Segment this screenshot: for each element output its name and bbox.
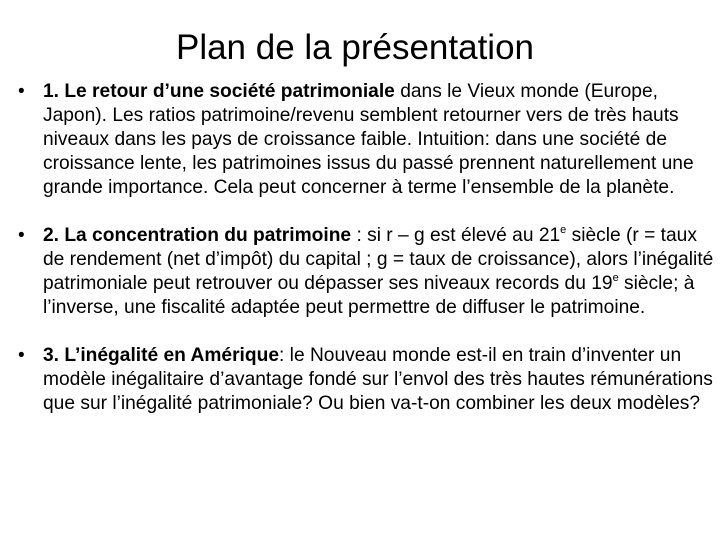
bullet-dot-icon: • (18, 225, 25, 246)
superscript: e (560, 223, 567, 236)
bullet-item-3 (18, 344, 714, 416)
bullet-text: dans le Vieux monde (Europe, Japon). Les ratios patrimoine/revenu semblent retourner vers de très hauts niveaux dans les pays de croissance faible. Intuition: dans une société de croissance lente, les patrimoines issus du passé prennent naturellement une grande importance. Cela peut concerner à terme l’ensemble de la planète. (43, 81, 694, 198)
bullet-heading: 1. Le retour d’une société patrimoniale (43, 81, 395, 102)
bullet-text: siècle (r = taux de rendement (net d’impôt) du capital ; g = taux de croissance), alors l’inégalité patrimoniale peut retrouver ou dépasser ses niveaux records du 19 (43, 225, 714, 294)
bullet-heading: 3. L’inégalité en Amérique (43, 345, 280, 366)
bullet-text: siècle; à l’inverse, une fiscalité adaptée peut permettre de diffuser le patrimoine. (43, 273, 695, 318)
bullet-dot-icon: • (18, 345, 25, 366)
bullet-list (18, 80, 714, 416)
bullet-heading: 2. La concentration du patrimoine (43, 225, 352, 246)
slide-title: Plan de la présentation (175, 28, 535, 67)
bullet-dot-icon: • (18, 81, 25, 102)
superscript: e (612, 271, 619, 284)
bullet-text: : le Nouveau monde est-il en train d’inventer un modèle inégalitaire d’avantage fondé sur l’envol des très hautes rémunérations que sur l’inégalité patrimoniale? Ou bien va-t-on combiner les deux modèles? (43, 345, 713, 414)
bullet-item-2 (18, 224, 714, 320)
bullet-text: : si r – g est élevé au 21 (351, 225, 561, 246)
bullet-item-1 (18, 80, 714, 200)
